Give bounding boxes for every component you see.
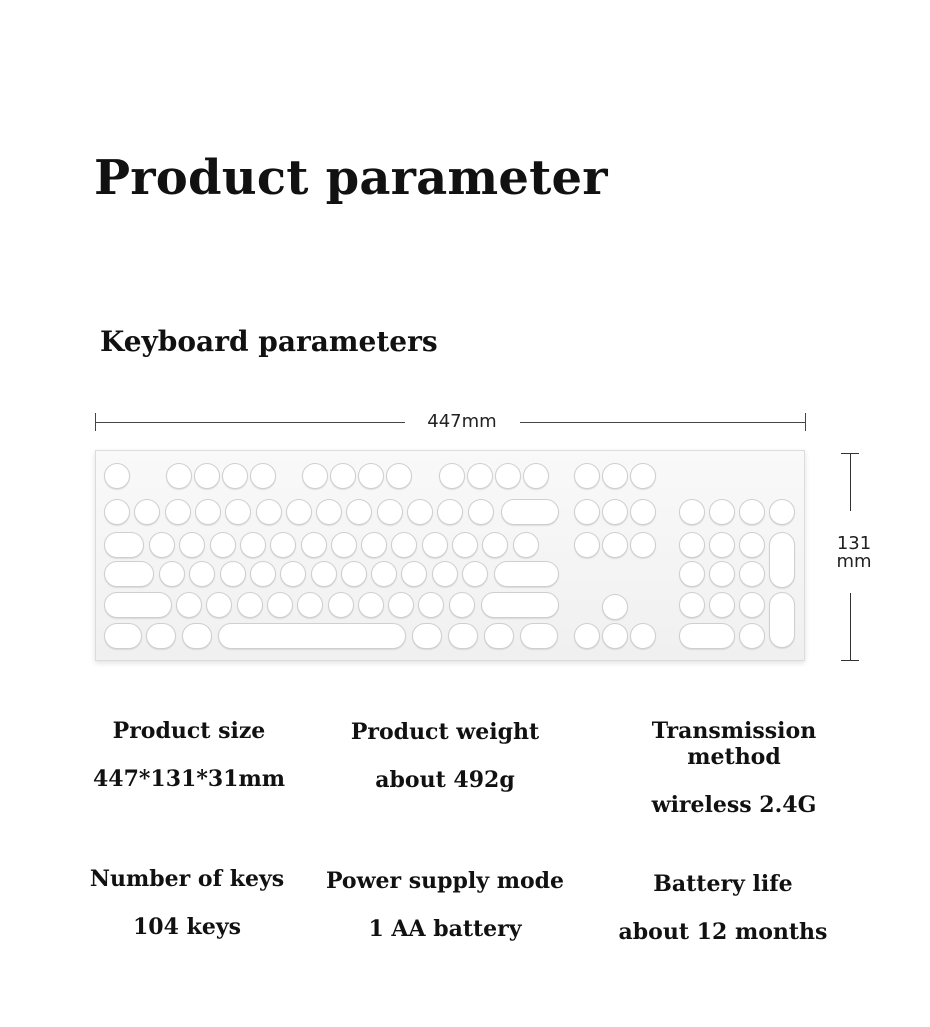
keyboard-key [104,499,130,525]
keyboard-key [679,623,735,649]
keyboard-key [679,592,705,618]
height-dimension-value: 131 [836,533,872,554]
keyboard-key [297,592,323,618]
param-product-size [64,718,314,792]
param-label: Product size [112,718,266,744]
section-subtitle: Keyboard parameters [100,325,438,358]
keyboard-key [331,532,357,558]
keyboard-key [739,623,765,649]
keyboard-key [513,532,539,558]
keyboard-key [467,463,493,489]
keyboard-key [468,499,494,525]
keyboard-key [574,623,600,649]
keyboard-key [104,623,142,649]
keyboard-key [630,463,656,489]
param-value: 104 keys [133,914,241,940]
keyboard-key [134,499,160,525]
keyboard-key [250,561,276,587]
keyboard-key [739,561,765,587]
keyboard-key [501,499,559,525]
param-label: Power supply mode [325,868,565,894]
keyboard-key [449,592,475,618]
keyboard-key [388,592,414,618]
param-label: Number of keys [89,866,285,892]
keyboard-key [240,532,266,558]
keyboard-key [104,592,172,618]
keyboard-key [316,499,342,525]
height-dimension-bottom-tick [841,660,859,661]
width-dimension-right-line [520,422,805,423]
keyboard-key [418,592,444,618]
keyboard-key [523,463,549,489]
param-battery-life [598,871,848,945]
height-dimension-bottom-line [850,593,851,660]
keyboard-key [630,499,656,525]
keyboard-key [494,561,559,587]
keyboard-key [602,463,628,489]
keyboard-key [210,532,236,558]
height-dimension-unit: mm [836,551,872,572]
keyboard-key [739,499,765,525]
keyboard-key [302,463,328,489]
keyboard-key [267,592,293,618]
keyboard-key [371,561,397,587]
param-value: wireless 2.4G [651,792,817,818]
keyboard-key [346,499,372,525]
keyboard-key [341,561,367,587]
keyboard-key [602,499,628,525]
keyboard-key [182,623,212,649]
keyboard-key [422,532,448,558]
keyboard-key [679,532,705,558]
keyboard-key [301,532,327,558]
keyboard-key [358,592,384,618]
keyboard-key [166,463,192,489]
keyboard-key [574,499,600,525]
keyboard-key [220,561,246,587]
keyboard-key [574,463,600,489]
keyboard-key [250,463,276,489]
keyboard-key [159,561,185,587]
keyboard-key [189,561,215,587]
keyboard-key [709,592,735,618]
keyboard-key [630,532,656,558]
keyboard-key [574,532,600,558]
keyboard-key [149,532,175,558]
param-transmission-method [609,718,859,818]
keyboard-key [358,463,384,489]
keyboard-key [769,592,795,648]
keyboard-key [104,463,130,489]
keyboard-key [377,499,403,525]
keyboard-key [602,594,628,620]
height-dimension [836,453,896,663]
keyboard-key [484,623,514,649]
keyboard-key [482,532,508,558]
keyboard-key [179,532,205,558]
keyboard-key [311,561,337,587]
keyboard-key [146,623,176,649]
keyboard-key [709,561,735,587]
param-label: Product weight [350,719,540,745]
param-value: about 492g [375,767,515,793]
keyboard-key [391,532,417,558]
width-dimension-left-line [95,422,405,423]
keyboard-key [769,532,795,588]
keyboard-image [95,450,805,661]
keyboard-key [709,499,735,525]
keyboard-key [225,499,251,525]
height-dimension-top-line [850,453,851,511]
keyboard-key [194,463,220,489]
keyboard-key [769,499,795,525]
keyboard-key [462,561,488,587]
keyboard-key [386,463,412,489]
keyboard-key [237,592,263,618]
keyboard-key [739,532,765,558]
param-power-supply-mode [320,868,570,942]
keyboard-key [104,532,144,558]
page-title: Product parameter [94,150,608,206]
keyboard-key [256,499,282,525]
keyboard-key [452,532,478,558]
keyboard-key [630,623,656,649]
keyboard-key [218,623,406,649]
keyboard-key [280,561,306,587]
keyboard-key [602,532,628,558]
keyboard-key [328,592,354,618]
keyboard-key [330,463,356,489]
keyboard-key [739,592,765,618]
keyboard-key [165,499,191,525]
keyboard-key [709,532,735,558]
keyboard-key [270,532,296,558]
param-label: Battery life [653,871,793,897]
keyboard-key [412,623,442,649]
width-dimension [95,411,806,433]
keyboard-key [602,623,628,649]
keyboard-key [679,499,705,525]
keyboard-key [481,592,559,618]
keyboard-key [206,592,232,618]
keyboard-key [437,499,463,525]
keyboard-key [401,561,427,587]
width-dimension-label: 447mm [427,411,497,432]
param-value: about 12 months [618,919,828,945]
param-value: 1 AA battery [368,916,522,942]
keyboard-key [195,499,221,525]
keyboard-key [448,623,478,649]
keyboard-key [432,561,458,587]
keyboard-key [439,463,465,489]
keyboard-key [361,532,387,558]
keyboard-key [176,592,202,618]
keyboard-key [407,499,433,525]
param-label: Transmission method [651,718,817,770]
keyboard-key [679,561,705,587]
height-dimension-label [834,535,874,571]
keyboard-key [104,561,154,587]
param-product-weight [320,719,570,793]
keyboard-key [222,463,248,489]
width-dimension-right-tick [805,413,806,431]
param-value: 447*131*31mm [92,766,286,792]
keyboard-key [495,463,521,489]
keyboard-key [520,623,558,649]
param-number-of-keys [62,866,312,940]
keyboard-key [286,499,312,525]
